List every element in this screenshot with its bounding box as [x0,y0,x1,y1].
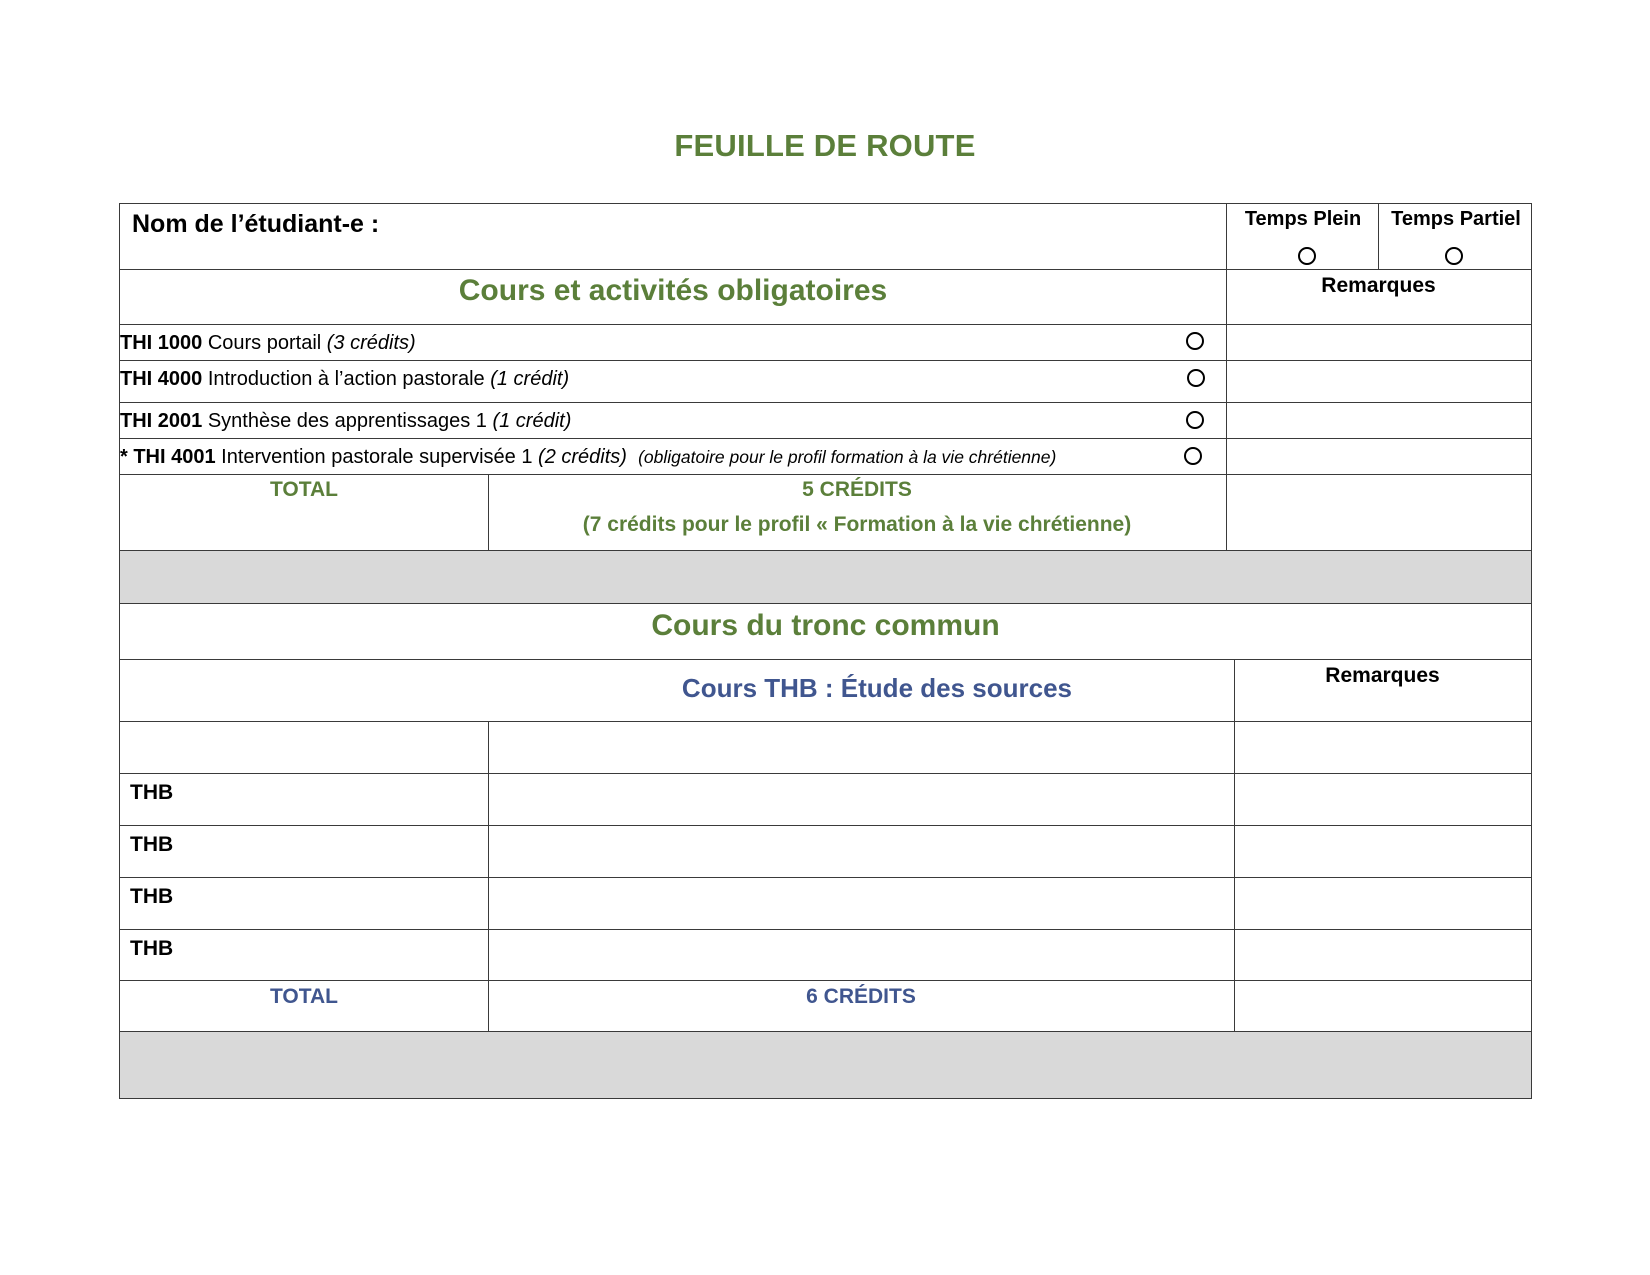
full-time-radio[interactable] [1298,247,1316,265]
full-time-label: Temps Plein [1244,208,1362,230]
course-check-radio[interactable] [1184,447,1202,465]
table-row-label: THB [130,937,174,960]
section1-total-note: (7 crédits pour le profil « Formation à la vie chrétienne) [582,513,1132,536]
course-row: THI 1000 Cours portail (3 crédits) [120,332,416,354]
course-check-radio[interactable] [1186,411,1204,429]
part-time-label: Temps Partiel [1391,208,1521,230]
section2-title: Cours du tronc commun [651,609,1000,642]
section2-subtitle: Cours THB : Étude des sources [681,673,1072,703]
student-name-label: Nom de l’étudiant-e : [132,210,380,238]
route-sheet-table [119,203,1532,1099]
table-row-label: THB [130,781,174,804]
section1-remarks-label: Remarques [1321,274,1436,297]
course-row: THI 4000 Introduction à l’action pastorale (1 crédit) [120,368,570,390]
section2-total-credits: 6 CRÉDITS [806,985,916,1008]
course-check-radio[interactable] [1186,332,1204,350]
part-time-radio[interactable] [1445,247,1463,265]
table-row-label: THB [130,833,174,856]
section1-total-label: TOTAL [269,478,339,501]
section2-remarks-label: Remarques [1325,664,1440,687]
course-row: THI 2001 Synthèse des apprentissages 1 (1 crédit) [120,410,572,432]
page-title: FEUILLE DE ROUTE [674,128,976,163]
section2-total-label: TOTAL [269,985,339,1008]
table-row-label: THB [130,885,174,908]
section1-total-credits: 5 CRÉDITS [802,478,912,501]
course-row: * THI 4001 Intervention pastorale supervisée 1 (2 crédits) (obligatoire pour le profil formation à la vie chrétienne) [120,446,1057,468]
section1-title: Cours et activités obligatoires [458,274,888,307]
separator-band-2 [120,1031,1531,1098]
separator-band-1 [120,550,1531,603]
course-check-radio[interactable] [1187,369,1205,387]
